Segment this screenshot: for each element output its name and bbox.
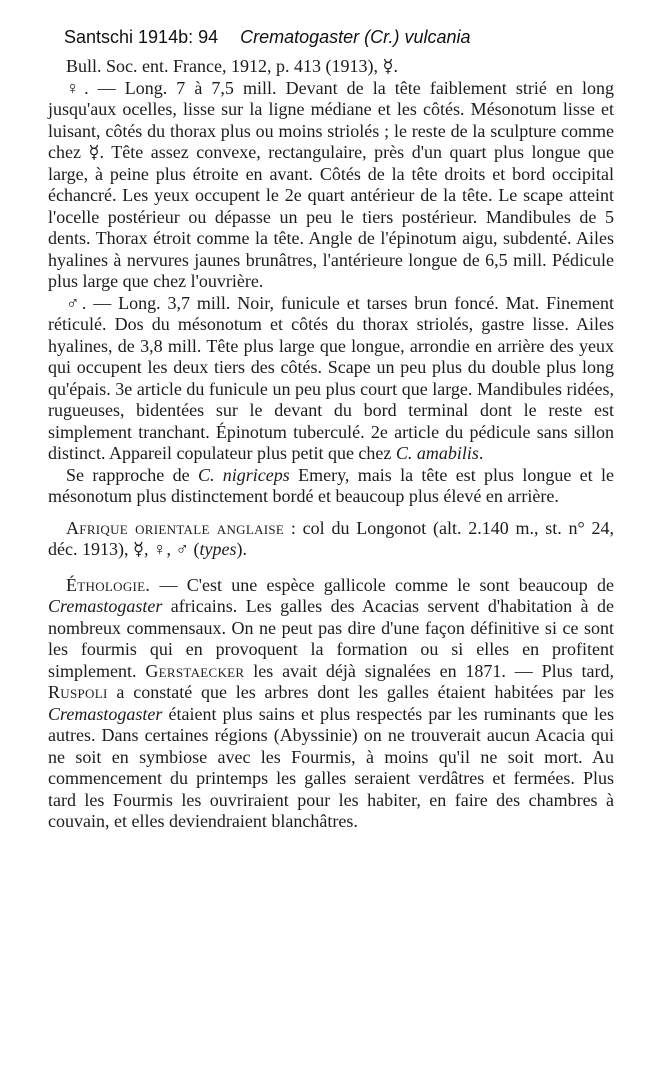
citation-label: Santschi 1914b: 94 xyxy=(64,27,219,47)
locality-end: ). xyxy=(236,539,247,559)
ethology-text-2: africains. Les galles des Acacias servent d'habitation à de nombreux commensaux. On ne peut pas dire d'une façon définitive si ce sont les fourmis qui en provoquent la formation ou si elles en profitent simplement. xyxy=(48,596,614,681)
locality-paragraph xyxy=(48,518,614,561)
ethology-text-4: a constaté que les arbres dont les galles étaient habitées par les xyxy=(107,682,614,702)
comparison-text-1: Se rapproche de xyxy=(66,464,198,485)
ethology-label: Éthologie. xyxy=(66,574,151,595)
comparison-paragraph xyxy=(48,465,614,508)
author-gerstaecker: Gerstaecker xyxy=(145,660,245,681)
author-ruspoli: Ruspoli xyxy=(48,682,108,702)
comparison-text-2: Emery, mais la tête est plus longue et le mésonotum plus distinctement bordé et beaucoup plus élevé en arrière. xyxy=(48,464,614,506)
types-label: types xyxy=(199,539,237,559)
male-description-end: . xyxy=(478,443,484,463)
reference-line xyxy=(48,56,614,78)
male-description-text: ♂. — Long. 3,7 mill. Noir, funicule et tarses brun foncé. Mat. Finement réticulé. Dos du mésonotum et côtés du thorax striolés, gastre lisse. Ailes hyalines, de 3,8 mill. Tête plus large que longue, arrondie en arrière des yeux qui occupent les deux tiers des côtés. Scape un peu plus du double plus long qu'épais. 3e article du funicule un peu plus court que large. Mandibules ridées, rugueuses, bidentées sur le devant du bord terminal dont le reste est simplement tranchant. Épinotum tuberculé. 2e article du pédicule sans sillon distinct. Appareil copulateur plus petit que chez xyxy=(48,292,614,463)
ethology-text-3: les avait déjà signalées en 1871. — Plus tard, xyxy=(244,660,614,681)
reference-text: Bull. Soc. ent. France, 1912, p. 413 (1913), ☿. xyxy=(66,56,399,76)
species-name: Crematogaster (Cr.) vulcania xyxy=(240,27,471,47)
ethology-text-1: — C'est une espèce gallicole comme le sont beaucoup de xyxy=(150,574,614,595)
ethology-paragraph xyxy=(48,575,614,833)
male-description xyxy=(48,293,614,465)
document-body xyxy=(48,56,614,833)
ethology-text-5: étaient plus sains et plus respectés par les ruminants que les autres. Dans certaines régions (Abyssinie) on ne trouverait aucun Acacia qui ne soit en symbiose avec les Fourmis, à moins qu'il ne soit mort. Au commencement du printemps les galles seraient verdâtres et fermées. Plus tard les Fourmis les ouvriraient pour les habiter, en faire des chambres à couvain, et elles deviendraient blanchâtres. xyxy=(48,703,614,831)
locality-label: Afrique orientale anglaise xyxy=(66,517,285,538)
species-ref-amabilis: C. amabilis xyxy=(395,443,479,463)
female-description-text: ♀. — Long. 7 à 7,5 mill. Devant de la tête faiblement strié en long jusqu'aux ocelles, lisse sur la ligne médiane et les côtés. Mésonotum lisse et luisant, côtés du thorax plus ou moins striolés ; le reste de la sculpture comme chez ☿. Tête assez convexe, rectangulaire, près d'un quart plus longue que large, à peine plus étroite en avant. Côtés de la tête droits et bord occipital échancré. Les yeux occupent le 2e quart antérieur de la tête. Le scape atteint l'ocelle postérieur ou dépasse un peu le tiers postérieur. Mandibules de 5 dents. Thorax étroit comme la tête. Angle de l'épinotum aigu, subdenté. Ailes hyalines à nervures jaunes brunâtres, l'antérieure longue de 6,5 mill. Pédicule plus large que chez l'ouvrière. xyxy=(48,77,614,291)
female-description xyxy=(48,78,614,293)
locality-text: : col du Longonot (alt. 2.140 m., st. n° 24, déc. 1913), ☿, ♀, ♂ ( xyxy=(48,517,614,559)
genus-name-1: Cremastogaster xyxy=(48,596,163,616)
document-page xyxy=(48,0,614,1083)
page-header xyxy=(64,27,471,48)
species-ref-nigriceps: C. nigriceps xyxy=(197,464,290,485)
genus-name-2: Cremastogaster xyxy=(48,703,163,724)
